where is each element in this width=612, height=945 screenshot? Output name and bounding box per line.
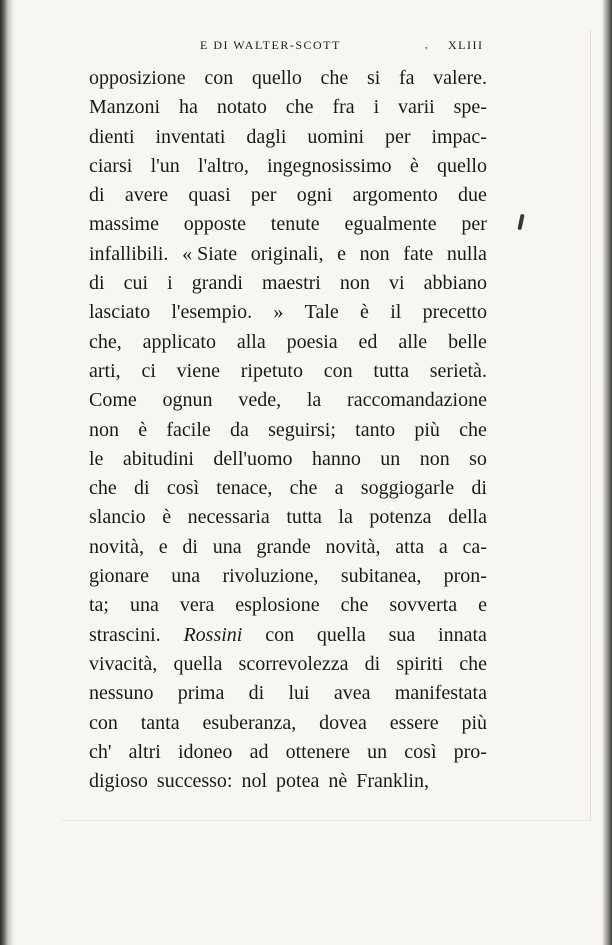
- word: facile: [166, 418, 211, 441]
- text-line: [89, 357, 487, 386]
- word: alle: [398, 330, 428, 353]
- word: scorrevolezza: [238, 652, 349, 675]
- word: il: [390, 301, 402, 324]
- word: idoneo: [177, 740, 233, 763]
- word: tanto: [355, 418, 396, 441]
- word: ch': [89, 740, 112, 763]
- word: nessuno: [89, 682, 154, 705]
- word: necessaria: [187, 506, 270, 529]
- word: di: [364, 652, 381, 675]
- word: opposte: [183, 213, 246, 236]
- word: con: [89, 711, 118, 734]
- word: per: [384, 125, 411, 148]
- word: ottenere: [285, 740, 350, 763]
- word: quella: [173, 652, 223, 675]
- word: ingegnosissimo: [267, 154, 392, 177]
- word: varii: [398, 96, 435, 119]
- text-line: [89, 767, 487, 796]
- word: i: [167, 272, 173, 295]
- word: ciarsi: [89, 154, 133, 177]
- word: che: [459, 418, 487, 441]
- word: manifestata: [394, 682, 487, 705]
- word: che: [289, 477, 318, 500]
- word: pro-: [453, 740, 487, 763]
- word: valere.: [433, 67, 487, 89]
- word: e: [158, 535, 168, 558]
- word: maestri: [261, 272, 321, 295]
- body-text: [89, 64, 487, 796]
- word: è: [409, 154, 419, 177]
- word: notato: [216, 96, 267, 119]
- word: Franklin,: [356, 770, 429, 793]
- word: nè: [328, 770, 348, 793]
- text-line: [89, 591, 487, 620]
- word: viene: [176, 359, 220, 382]
- word: originali,: [250, 242, 324, 265]
- word: per: [461, 213, 487, 236]
- word: per: [250, 184, 277, 207]
- word: inventati: [155, 125, 226, 148]
- word: grande: [256, 535, 311, 558]
- word: »: [273, 301, 284, 324]
- word: dovea: [319, 711, 367, 734]
- word: applicato: [142, 330, 216, 353]
- word: e: [478, 594, 487, 617]
- word: due: [458, 184, 487, 207]
- word: fate: [403, 242, 434, 265]
- word: di: [89, 272, 105, 295]
- word: della: [448, 506, 487, 529]
- word: nulla: [446, 242, 487, 265]
- word: di: [89, 184, 105, 207]
- word: Come: [89, 389, 137, 412]
- word: Rossini: [183, 623, 243, 646]
- word: subitanea,: [340, 565, 422, 588]
- word: tenute: [270, 213, 320, 236]
- word: una: [171, 565, 201, 588]
- word: di: [182, 535, 198, 558]
- word: che,: [89, 330, 122, 353]
- word: che: [340, 594, 369, 617]
- word: argomento: [352, 184, 438, 207]
- word: quello: [251, 67, 302, 89]
- word: Tale: [304, 301, 339, 324]
- word: novità,: [89, 535, 144, 558]
- word: vi: [389, 272, 405, 295]
- word: vera: [179, 594, 215, 617]
- text-line: [89, 679, 487, 708]
- text-line: [89, 328, 487, 357]
- word: è: [138, 418, 148, 441]
- word: sua: [388, 623, 416, 646]
- word: digioso: [89, 770, 148, 793]
- word: pron-: [443, 565, 487, 588]
- word: avere: [124, 184, 169, 207]
- word: nol: [241, 770, 268, 793]
- word: seguirsi;: [268, 418, 336, 441]
- word: alla: [236, 330, 266, 353]
- word: soggiogarle: [360, 477, 455, 500]
- word: massime: [89, 213, 159, 236]
- word: grandi: [191, 272, 243, 295]
- word: lui: [288, 682, 310, 705]
- word: successo:: [156, 770, 233, 793]
- text-line: [89, 123, 487, 152]
- word: dagli: [246, 125, 287, 148]
- word: quello: [436, 154, 487, 177]
- word: ci: [141, 359, 156, 382]
- word: tenace,: [216, 477, 273, 500]
- word: non: [359, 242, 390, 265]
- word: innata: [438, 623, 487, 646]
- running-head-title: E DI WALTER-SCOTT: [200, 38, 341, 52]
- word: l'un: [150, 154, 180, 177]
- word: un: [380, 447, 401, 470]
- word: di: [471, 477, 487, 500]
- binding-shadow: [0, 0, 14, 945]
- word: abitudini: [122, 447, 194, 470]
- word: più: [461, 711, 487, 734]
- word: esuberanza,: [202, 711, 297, 734]
- word: ed: [358, 330, 378, 353]
- word: una: [129, 594, 159, 617]
- word: l'esempio.: [171, 301, 253, 324]
- word: novità,: [325, 535, 381, 558]
- word: essere: [389, 711, 439, 734]
- page-edge-shadow: [602, 0, 612, 945]
- word: Manzoni: [89, 96, 161, 119]
- word: così: [166, 477, 200, 500]
- word: ad: [249, 740, 269, 763]
- text-line: [89, 562, 487, 591]
- word: esplosione: [235, 594, 320, 617]
- word: poesia: [286, 330, 338, 353]
- word: e: [337, 242, 347, 265]
- word: sovverta: [389, 594, 458, 617]
- word: ripetuto: [240, 359, 303, 382]
- word: la: [338, 506, 353, 529]
- word: belle: [448, 330, 487, 353]
- word: a: [334, 477, 344, 500]
- word: non: [89, 418, 119, 441]
- word: infallibili.: [89, 242, 169, 265]
- word: arti,: [89, 359, 121, 382]
- text-line: [89, 474, 487, 503]
- word: ta;: [89, 594, 109, 617]
- word: rivoluzione,: [222, 565, 319, 588]
- text-line: [89, 709, 487, 738]
- word: non: [339, 272, 370, 295]
- word: abbiano: [423, 272, 487, 295]
- text-line: [89, 386, 487, 415]
- text-line: [89, 181, 487, 210]
- word: una: [212, 535, 242, 558]
- text-line: [89, 621, 487, 650]
- running-head-separator: ,: [425, 40, 429, 51]
- word: vede,: [238, 389, 282, 412]
- word: è: [360, 301, 369, 324]
- word: spe-: [453, 96, 487, 119]
- word: strascini.: [89, 623, 161, 646]
- word: che: [320, 67, 349, 89]
- word: gionare: [89, 565, 149, 588]
- text-line: [89, 650, 487, 679]
- text-line: [89, 240, 487, 269]
- word: di: [134, 477, 150, 500]
- text-line: [89, 64, 487, 93]
- word: altri: [128, 740, 161, 763]
- word: serietà.: [429, 359, 487, 382]
- word: hanno: [311, 447, 361, 470]
- text-line: [89, 269, 487, 298]
- word: da: [230, 418, 249, 441]
- text-line: [89, 533, 487, 562]
- word: la: [306, 389, 322, 412]
- word: fa: [398, 67, 415, 89]
- word: ognun: [162, 389, 213, 412]
- word: prima: [177, 682, 225, 705]
- word: quella: [316, 623, 366, 646]
- word: che: [459, 652, 487, 675]
- word: so: [469, 447, 487, 470]
- word: con: [323, 359, 353, 382]
- word: di: [248, 682, 265, 705]
- word: tanta: [140, 711, 180, 734]
- word: i: [373, 96, 380, 119]
- word: tutta: [286, 506, 322, 529]
- word: impac-: [431, 125, 487, 148]
- word: che: [285, 96, 314, 119]
- word: vivacità,: [89, 652, 158, 675]
- word: ha: [179, 96, 198, 119]
- word: le: [89, 447, 104, 470]
- word: a: [438, 535, 448, 558]
- word: si: [366, 67, 381, 89]
- text-line: [89, 298, 487, 327]
- word: ogni: [296, 184, 333, 207]
- word: potea: [276, 770, 320, 793]
- word: precetto: [422, 301, 487, 324]
- word: uomini: [307, 125, 365, 148]
- text-line: [89, 503, 487, 532]
- word: dienti: [89, 125, 135, 148]
- text-line: [89, 416, 487, 445]
- text-line: [89, 738, 487, 767]
- word: avea: [333, 682, 371, 705]
- word: raccomandazione: [347, 389, 487, 412]
- text-line: [89, 152, 487, 181]
- word: tutta: [373, 359, 409, 382]
- word: fra: [332, 96, 355, 119]
- word: potenza: [369, 506, 432, 529]
- page-number: XLIII: [448, 38, 484, 52]
- text-line: [89, 445, 487, 474]
- word: dell'uomo: [213, 447, 293, 470]
- text-line: [89, 93, 487, 122]
- word: atta: [395, 535, 425, 558]
- word: l'altro,: [198, 154, 249, 177]
- word: ca-: [462, 535, 487, 558]
- word: che: [89, 477, 117, 500]
- word: egualmente: [344, 213, 437, 236]
- word: così: [404, 740, 437, 763]
- word: spiriti: [396, 652, 444, 675]
- word: con: [204, 67, 234, 89]
- word: è: [162, 506, 172, 529]
- word: « Siate: [182, 242, 238, 265]
- word: lasciato: [89, 301, 151, 324]
- word: con: [265, 623, 295, 646]
- word: slancio: [89, 506, 146, 529]
- word: non: [419, 447, 450, 470]
- word: quasi: [188, 184, 231, 207]
- word: un: [367, 740, 388, 763]
- word: più: [414, 418, 440, 441]
- text-line: [89, 210, 487, 239]
- word: cui: [123, 272, 149, 295]
- word: opposizione: [89, 67, 186, 89]
